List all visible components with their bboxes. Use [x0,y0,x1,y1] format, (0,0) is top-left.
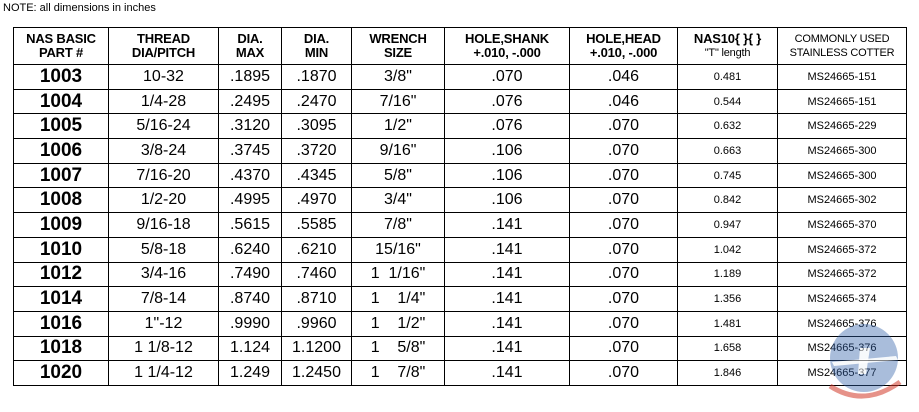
table-row [14,361,907,386]
cell-part: 1004 [14,89,109,114]
cell-cotter: MS24665-376 [778,336,907,361]
cell-hole-shank: .106 [445,139,570,164]
cell-dia-min: .5585 [282,213,352,238]
cell-wrench: 1 1/2" [352,311,445,336]
cell-dia-min: .4970 [282,188,352,213]
cell-part: 1008 [14,188,109,213]
cell-wrench: 5/8" [352,163,445,188]
cell-dia-min: .6210 [282,237,352,262]
cell-t-length: 0.842 [678,188,778,213]
cell-dia-max: .2495 [219,89,282,114]
cell-wrench: 7/16" [352,89,445,114]
cell-part: 1020 [14,361,109,386]
col-header-hole-shank: HOLE,SHANK +.010, -.000 [445,28,570,65]
cell-hole-head: .070 [570,213,678,238]
cell-thread: 1 1/4-12 [109,361,219,386]
col-header-wrench: WRENCH SIZE [352,28,445,65]
cell-part: 1006 [14,139,109,164]
cell-thread: 3/4-16 [109,262,219,287]
cell-dia-max: .1895 [219,65,282,90]
cell-wrench: 9/16" [352,139,445,164]
table-body [14,65,907,386]
cell-cotter: MS24665-372 [778,237,907,262]
cell-hole-shank: .076 [445,89,570,114]
cell-wrench: 1 1/16" [352,262,445,287]
cell-part: 1012 [14,262,109,287]
cell-part: 1003 [14,65,109,90]
cell-part: 1018 [14,336,109,361]
cell-cotter: MS24665-374 [778,287,907,312]
cell-dia-max: .4995 [219,188,282,213]
cell-dia-max: .6240 [219,237,282,262]
cell-cotter: MS24665-300 [778,139,907,164]
cell-dia-min: .3720 [282,139,352,164]
col-header-dia-max: DIA. MAX [219,28,282,65]
table-row [14,139,907,164]
cell-hole-shank: .070 [445,65,570,90]
table-row [14,65,907,90]
col-header-part: NAS BASIC PART # [14,28,109,65]
cell-dia-max: 1.249 [219,361,282,386]
cell-cotter: MS24665-229 [778,114,907,139]
cell-cotter: MS24665-370 [778,213,907,238]
cell-hole-shank: .141 [445,262,570,287]
cell-dia-max: .8740 [219,287,282,312]
cell-part: 1014 [14,287,109,312]
table-row [14,287,907,312]
cell-wrench: 7/8" [352,213,445,238]
cell-hole-shank: .141 [445,361,570,386]
cell-thread: 1 1/8-12 [109,336,219,361]
cell-t-length: 0.745 [678,163,778,188]
cell-thread: 9/16-18 [109,213,219,238]
cell-hole-head: .070 [570,336,678,361]
nas-bolt-spec-table [13,27,907,386]
cell-hole-head: .070 [570,311,678,336]
cell-hole-head: .070 [570,163,678,188]
cell-dia-max: .9990 [219,311,282,336]
cell-dia-min: .8710 [282,287,352,312]
cell-hole-head: .070 [570,262,678,287]
cell-thread: 1/4-28 [109,89,219,114]
cell-hole-head: .070 [570,287,678,312]
cell-hole-shank: .106 [445,188,570,213]
cell-cotter: MS24665-300 [778,163,907,188]
cell-thread: 1"-12 [109,311,219,336]
cell-t-length: 1.356 [678,287,778,312]
cell-dia-min: .7460 [282,262,352,287]
cell-cotter: MS24665-376 [778,311,907,336]
col-header-hole-head: HOLE,HEAD +.010, -.000 [570,28,678,65]
cell-t-length: 1.658 [678,336,778,361]
cell-t-length: 0.663 [678,139,778,164]
cell-wrench: 15/16" [352,237,445,262]
cell-dia-min: .4345 [282,163,352,188]
table-row [14,163,907,188]
cell-t-length: 1.189 [678,262,778,287]
cell-dia-min: .3095 [282,114,352,139]
cell-hole-shank: .141 [445,287,570,312]
cell-dia-max: .4370 [219,163,282,188]
col-header-thread: THREAD DIA/PITCH [109,28,219,65]
table-row [14,114,907,139]
table-header [14,28,907,65]
cell-thread: 10-32 [109,65,219,90]
cell-hole-head: .070 [570,114,678,139]
cell-dia-max: .3120 [219,114,282,139]
col-header-cotter: COMMONLY USED STAINLESS COTTER [778,28,907,65]
cell-wrench: 3/8" [352,65,445,90]
cell-part: 1007 [14,163,109,188]
cell-wrench: 1 5/8" [352,336,445,361]
col-header-t-length: NAS10{ }{ } "T" length [678,28,778,65]
table-row [14,262,907,287]
cell-cotter: MS24665-151 [778,65,907,90]
cell-hole-head: .046 [570,65,678,90]
cell-t-length: 1.042 [678,237,778,262]
cell-thread: 3/8-24 [109,139,219,164]
cell-hole-shank: .141 [445,336,570,361]
cell-part: 1016 [14,311,109,336]
cell-part: 1010 [14,237,109,262]
cell-part: 1005 [14,114,109,139]
cell-part: 1009 [14,213,109,238]
table-row [14,89,907,114]
cell-cotter: MS24665-377 [778,361,907,386]
cell-t-length: 1.481 [678,311,778,336]
table-row [14,213,907,238]
cell-hole-shank: .141 [445,213,570,238]
cell-wrench: 1 7/8" [352,361,445,386]
cell-t-length: 1.846 [678,361,778,386]
cell-thread: 5/8-18 [109,237,219,262]
cell-t-length: 0.947 [678,213,778,238]
cell-dia-min: .9960 [282,311,352,336]
cell-dia-max: .3745 [219,139,282,164]
cell-thread: 5/16-24 [109,114,219,139]
cell-dia-max: 1.124 [219,336,282,361]
col-header-dia-min: DIA. MIN [282,28,352,65]
cell-dia-max: .5615 [219,213,282,238]
cell-wrench: 1/2" [352,114,445,139]
cell-hole-shank: .141 [445,311,570,336]
cell-hole-shank: .076 [445,114,570,139]
cell-t-length: 0.481 [678,65,778,90]
cell-thread: 1/2-20 [109,188,219,213]
cell-wrench: 1 1/4" [352,287,445,312]
cell-dia-min: 1.2450 [282,361,352,386]
cell-hole-head: .070 [570,237,678,262]
header-row [14,28,907,65]
cell-hole-shank: .141 [445,237,570,262]
cell-dia-min: 1.1200 [282,336,352,361]
cell-hole-head: .070 [570,139,678,164]
cell-wrench: 3/4" [352,188,445,213]
cell-hole-head: .070 [570,361,678,386]
cell-cotter: MS24665-302 [778,188,907,213]
table-row [14,311,907,336]
cell-dia-min: .1870 [282,65,352,90]
cell-hole-head: .070 [570,188,678,213]
cell-thread: 7/16-20 [109,163,219,188]
cell-hole-shank: .106 [445,163,570,188]
cell-dia-max: .7490 [219,262,282,287]
cell-dia-min: .2470 [282,89,352,114]
table-row [14,336,907,361]
cell-hole-head: .046 [570,89,678,114]
cell-cotter: MS24665-372 [778,262,907,287]
table-row [14,188,907,213]
cell-cotter: MS24665-151 [778,89,907,114]
dimensions-note: NOTE: all dimensions in inches [3,2,156,14]
cell-t-length: 0.632 [678,114,778,139]
table-row [14,237,907,262]
cell-t-length: 0.544 [678,89,778,114]
cell-thread: 7/8-14 [109,287,219,312]
